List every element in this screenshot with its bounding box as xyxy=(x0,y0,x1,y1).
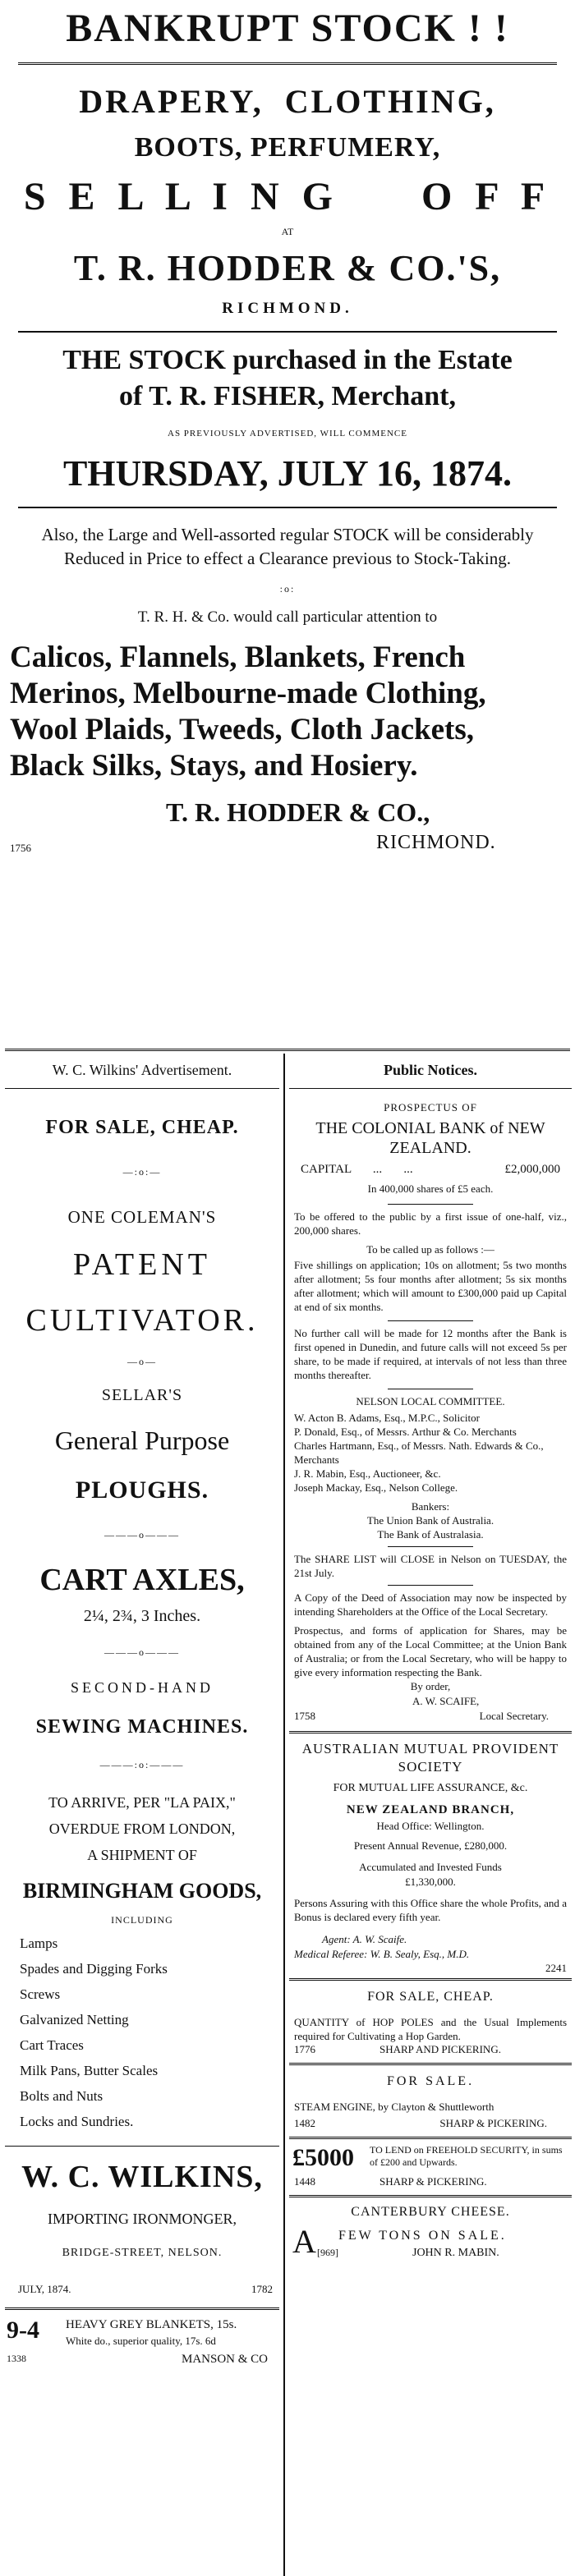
rule xyxy=(18,507,557,508)
ad-reference: 1758 xyxy=(294,1710,315,1722)
bank-2: The Bank of Australasia. xyxy=(377,1528,484,1541)
sewing-machines: SEWING MACHINES. xyxy=(35,1716,249,1738)
list-item: Charles Hartmann, Esq., of Messrs. Nath. Edwards & Co., Merchants xyxy=(294,1440,544,1466)
signature-row xyxy=(10,830,565,860)
divider: —o— xyxy=(127,1356,157,1367)
birmingham-goods: BIRMINGHAM GOODS, xyxy=(22,1879,262,1903)
town: RICHMOND. xyxy=(222,300,353,317)
amp-referee: Medical Referee: W. B. Sealy, Esq., M.D. xyxy=(294,1948,470,1960)
loan-text: TO LEND on FREEHOLD SECURITY, in sums of £200 and Upwards. xyxy=(370,2144,563,2168)
cheese-ad xyxy=(289,2225,572,2266)
cultivator: CULTIVATOR. xyxy=(25,1303,259,1338)
list-item: Spades and Digging Forks xyxy=(20,1961,168,1977)
importing-ironmonger: IMPORTING IRONMONGER, xyxy=(48,2211,237,2227)
including: INCLUDING xyxy=(111,1914,173,1926)
firm-name: T. R. HODDER & CO.'S, xyxy=(73,248,502,288)
amp-agent: Agent: A. W. Scaife. xyxy=(322,1933,407,1945)
overdue: OVERDUE FROM LONDON, xyxy=(48,1821,236,1837)
list-item: Lamps xyxy=(20,1935,58,1951)
ad-reference: 1756 xyxy=(10,842,31,854)
second-hand: SECOND-HAND xyxy=(71,1679,214,1696)
amp-title: AUSTRALIAN MUTUAL PROVIDENT SOCIETY xyxy=(301,1741,559,1775)
prospectus: PROSPECTUS OF xyxy=(384,1101,477,1114)
bank-1: The Union Bank of Australia. xyxy=(366,1514,494,1527)
secretary-row xyxy=(289,1710,572,1728)
amp-head-office: Head Office: Wellington. xyxy=(376,1820,485,1832)
list-item: P. Donald, Esq., of Messrs. Arthur & Co. Merchants xyxy=(294,1426,517,1438)
at-label: AT xyxy=(281,226,294,237)
list-item: J. R. Mabin, Esq., Auctioneer, &c. xyxy=(294,1467,441,1480)
amp-funds-value: £1,330,000. xyxy=(405,1876,456,1888)
amp-purpose: FOR MUTUAL LIFE ASSURANCE, &c. xyxy=(333,1782,528,1794)
list-item: W. Acton B. Adams, Esq., M.P.C., Solicitor xyxy=(294,1412,480,1424)
rule xyxy=(5,1088,279,1089)
boots-perfumery: BOOTS, PERFUMERY, xyxy=(134,132,441,163)
shipment: A SHIPMENT OF xyxy=(87,1847,197,1863)
list-item: Bolts and Nuts xyxy=(20,2088,104,2104)
manson-signature: MANSON & CO xyxy=(181,2353,268,2366)
local-committee: NELSON LOCAL COMMITTEE. xyxy=(356,1395,505,1407)
amp-branch: NEW ZEALAND BRANCH, xyxy=(346,1803,515,1816)
list-item: Milk Pans, Butter Scales xyxy=(20,2063,159,2078)
cart-axles: CART AXLES, xyxy=(39,1563,245,1597)
rule xyxy=(289,1088,572,1089)
offered: To be offered to the public by a first issue of one-half, viz., 200,000 shares. xyxy=(294,1210,567,1237)
loan-ad xyxy=(289,2144,572,2175)
blankets-ad xyxy=(5,2317,279,2382)
section-rule xyxy=(5,1049,570,1051)
canterbury-cheese: CANTERBURY CHEESE. xyxy=(351,2205,510,2219)
coleman: ONE COLEMAN'S xyxy=(67,1207,217,1227)
no-further-call: No further call will be made for 12 months after the Bank is first opened in Dunedin, and future calls will not exceed 5s per share, to be made if required, at intervals of not less than three months thereafter. xyxy=(294,1327,567,1381)
signature-town: RICHMOND. xyxy=(376,832,496,853)
ad-reference: 2241 xyxy=(545,1962,567,1974)
column-divider xyxy=(283,1054,285,2576)
divider: ———o——— xyxy=(104,1529,180,1541)
rule xyxy=(388,1546,473,1547)
for-sale-cheap: FOR SALE, CHEAP. xyxy=(45,1117,239,1138)
forms-info: Prospectus, and forms of application for Shares, may be obtained from any of the Local Committee; at the Union Bank of Australia; or from the Local Secretary, who will be happy to give every information respecting the Bank. xyxy=(294,1624,567,1678)
to-arrive: TO ARRIVE, PER "LA PAIX," xyxy=(48,1794,236,1811)
axle-sizes: 2¼, 2¾, 3 Inches. xyxy=(83,1607,201,1625)
bankers-label: Bankers: xyxy=(411,1500,450,1513)
list-item: Joseph Mackay, Esq., Nelson College. xyxy=(294,1481,458,1494)
list-item: Screws xyxy=(20,1986,61,2002)
goods-line: Merinos, Melbourne-made Clothing, xyxy=(10,677,486,710)
steam-engine: STEAM ENGINE, by Clayton & Shuttleworth xyxy=(294,2101,494,2113)
headline: BANKRUPT STOCK ! ! xyxy=(66,7,509,50)
capital-row xyxy=(289,1163,572,1181)
ploughs: PLOUGHS. xyxy=(75,1476,209,1504)
share-list-close: The SHARE LIST will CLOSE in Nelson on TUESDAY, the 21st July. xyxy=(294,1553,567,1579)
rule xyxy=(5,2146,279,2147)
commence-date: THURSDAY, JULY 16, 1874. xyxy=(62,453,513,494)
drapery-clothing: DRAPERY, CLOTHING, xyxy=(79,83,496,120)
ad-reference: 1782 xyxy=(251,2283,273,2295)
called-up: To be called up as follows :— xyxy=(366,1243,494,1256)
rule xyxy=(388,1204,473,1205)
hop-signature-row xyxy=(289,2043,572,2059)
wilkins-name: W. C. WILKINS, xyxy=(21,2160,263,2194)
list-item: Cart Traces xyxy=(20,2037,84,2053)
sharp-pickering: SHARP & PICKERING. xyxy=(380,2175,487,2188)
shares: In 400,000 shares of £5 each. xyxy=(367,1182,494,1195)
for-sale-cheap-right: FOR SALE, CHEAP. xyxy=(367,1990,494,2004)
divider: —:o:— xyxy=(122,1166,162,1178)
date-row xyxy=(5,2280,279,2307)
public-notices-header: Public Notices. xyxy=(384,1062,477,1078)
calls-schedule: Five shillings on application; 10s on allotment; 5s two months after allotment; 5s four months after allotment; 5s six months after allotment; which will amount to £300,000 paid up Capital at end of six months. xyxy=(294,1259,567,1313)
patent: PATENT xyxy=(73,1247,211,1282)
goods-line: Black Silks, Stays, and Hosiery. xyxy=(10,749,418,783)
amp-funds: Accumulated and Invested Funds xyxy=(359,1861,502,1873)
column-area xyxy=(0,1054,575,2576)
amp-assuring: Persons Assuring with this Office share the whole Profits, and a Bonus is declared every fifth year. xyxy=(294,1897,567,1923)
ad-reference: 1776 xyxy=(294,2043,315,2055)
capital-label: CAPITAL ... ... xyxy=(301,1163,413,1176)
engine-signature-row xyxy=(289,2117,572,2133)
sharp-pickering: SHARP AND PICKERING. xyxy=(380,2043,501,2055)
attention-line: T. R. H. & Co. would call particular attention to xyxy=(137,608,438,626)
by-order: By order, xyxy=(410,1680,451,1692)
for-sale: FOR SALE. xyxy=(386,2074,475,2088)
sellars: SELLAR'S xyxy=(101,1386,183,1404)
public-notices-column xyxy=(289,1054,572,2576)
goods-list xyxy=(10,640,565,784)
general-purpose: General Purpose xyxy=(54,1426,230,1455)
capital-value: £2,000,000 xyxy=(504,1163,560,1176)
rule xyxy=(289,2063,572,2065)
rule xyxy=(5,2307,279,2310)
rule xyxy=(289,1731,572,1733)
mabin-signature: JOHN R. MABIN. xyxy=(412,2247,499,2259)
advertised-note: AS PREVIOUSLY ADVERTISED, WILL COMMENCE xyxy=(168,429,407,439)
ad-reference: 1448 xyxy=(294,2175,315,2188)
list-item: Galvanized Netting xyxy=(20,2012,129,2027)
selling-off: S E L L I N G O F F xyxy=(23,175,552,218)
amp-revenue: Present Annual Revenue, £280,000. xyxy=(353,1839,508,1852)
committee-list xyxy=(294,1411,567,1495)
ad-reference: [969] xyxy=(317,2247,338,2258)
tons-on-sale: FEW TONS ON SALE. xyxy=(338,2229,507,2243)
wilkins-column xyxy=(5,1054,279,2576)
ad-number: 9-4 xyxy=(7,2317,39,2344)
wilkins-header: W. C. Wilkins' Advertisement. xyxy=(52,1062,232,1078)
list-item: Locks and Sundries. xyxy=(20,2114,134,2129)
ad-reference: 1482 xyxy=(294,2117,315,2129)
scaife-signature: A. W. SCAIFE, xyxy=(412,1695,480,1707)
rule xyxy=(289,2137,572,2139)
sharp-pickering: SHARP & PICKERING. xyxy=(439,2117,547,2129)
loan-signature-row xyxy=(289,2175,572,2192)
bridge-street: BRIDGE-STREET, NELSON. xyxy=(62,2247,223,2259)
local-secretary: Local Secretary. xyxy=(479,1710,549,1722)
flannel-line: White do., superior quality, 17s. 6d xyxy=(66,2335,216,2347)
drop-cap: A xyxy=(292,2223,316,2260)
rule xyxy=(289,1978,572,1981)
goods-line: Wool Plaids, Tweeds, Cloth Jackets, xyxy=(10,713,474,746)
bank-title: THE COLONIAL BANK of NEW ZEALAND. xyxy=(315,1119,545,1157)
hop-poles: QUANTITY of HOP POLES and the Usual Implements required for Cultivating a Hop Garden. xyxy=(294,2016,567,2042)
rule xyxy=(388,1320,473,1321)
stock-line-1: THE STOCK purchased in the Estate xyxy=(62,345,513,375)
rule xyxy=(289,2195,572,2197)
blankets-line: HEAVY GREY BLANKETS, 15s. xyxy=(66,2318,237,2331)
rule xyxy=(18,62,557,65)
deed-copy: A Copy of the Deed of Association may now be inspected by intending Shareholders at the Office of the Local Secretary. xyxy=(294,1591,567,1618)
signature-firm: T. R. HODDER & CO., xyxy=(166,797,430,827)
loan-amount: £5000 xyxy=(292,2144,354,2171)
goods-line: Calicos, Flannels, Blankets, French xyxy=(10,641,466,674)
july-date: JULY, 1874. xyxy=(18,2283,71,2295)
divider: :o: xyxy=(279,583,296,595)
rule xyxy=(18,331,557,333)
divider: ———o——— xyxy=(104,1646,180,1658)
divider: ———:o:——— xyxy=(99,1759,185,1770)
stock-line-2: of T. R. FISHER, Merchant, xyxy=(119,381,456,411)
rule xyxy=(388,1585,473,1586)
also-paragraph: Also, the Large and Well-assorted regular STOCK will be considerably Reduced in Price to effect a Clearance previous to Stock-Taking. xyxy=(41,525,534,568)
ad-reference: 1338 xyxy=(7,2353,26,2364)
hodder-advertisement xyxy=(0,3,575,860)
goods-list xyxy=(5,1931,279,2134)
